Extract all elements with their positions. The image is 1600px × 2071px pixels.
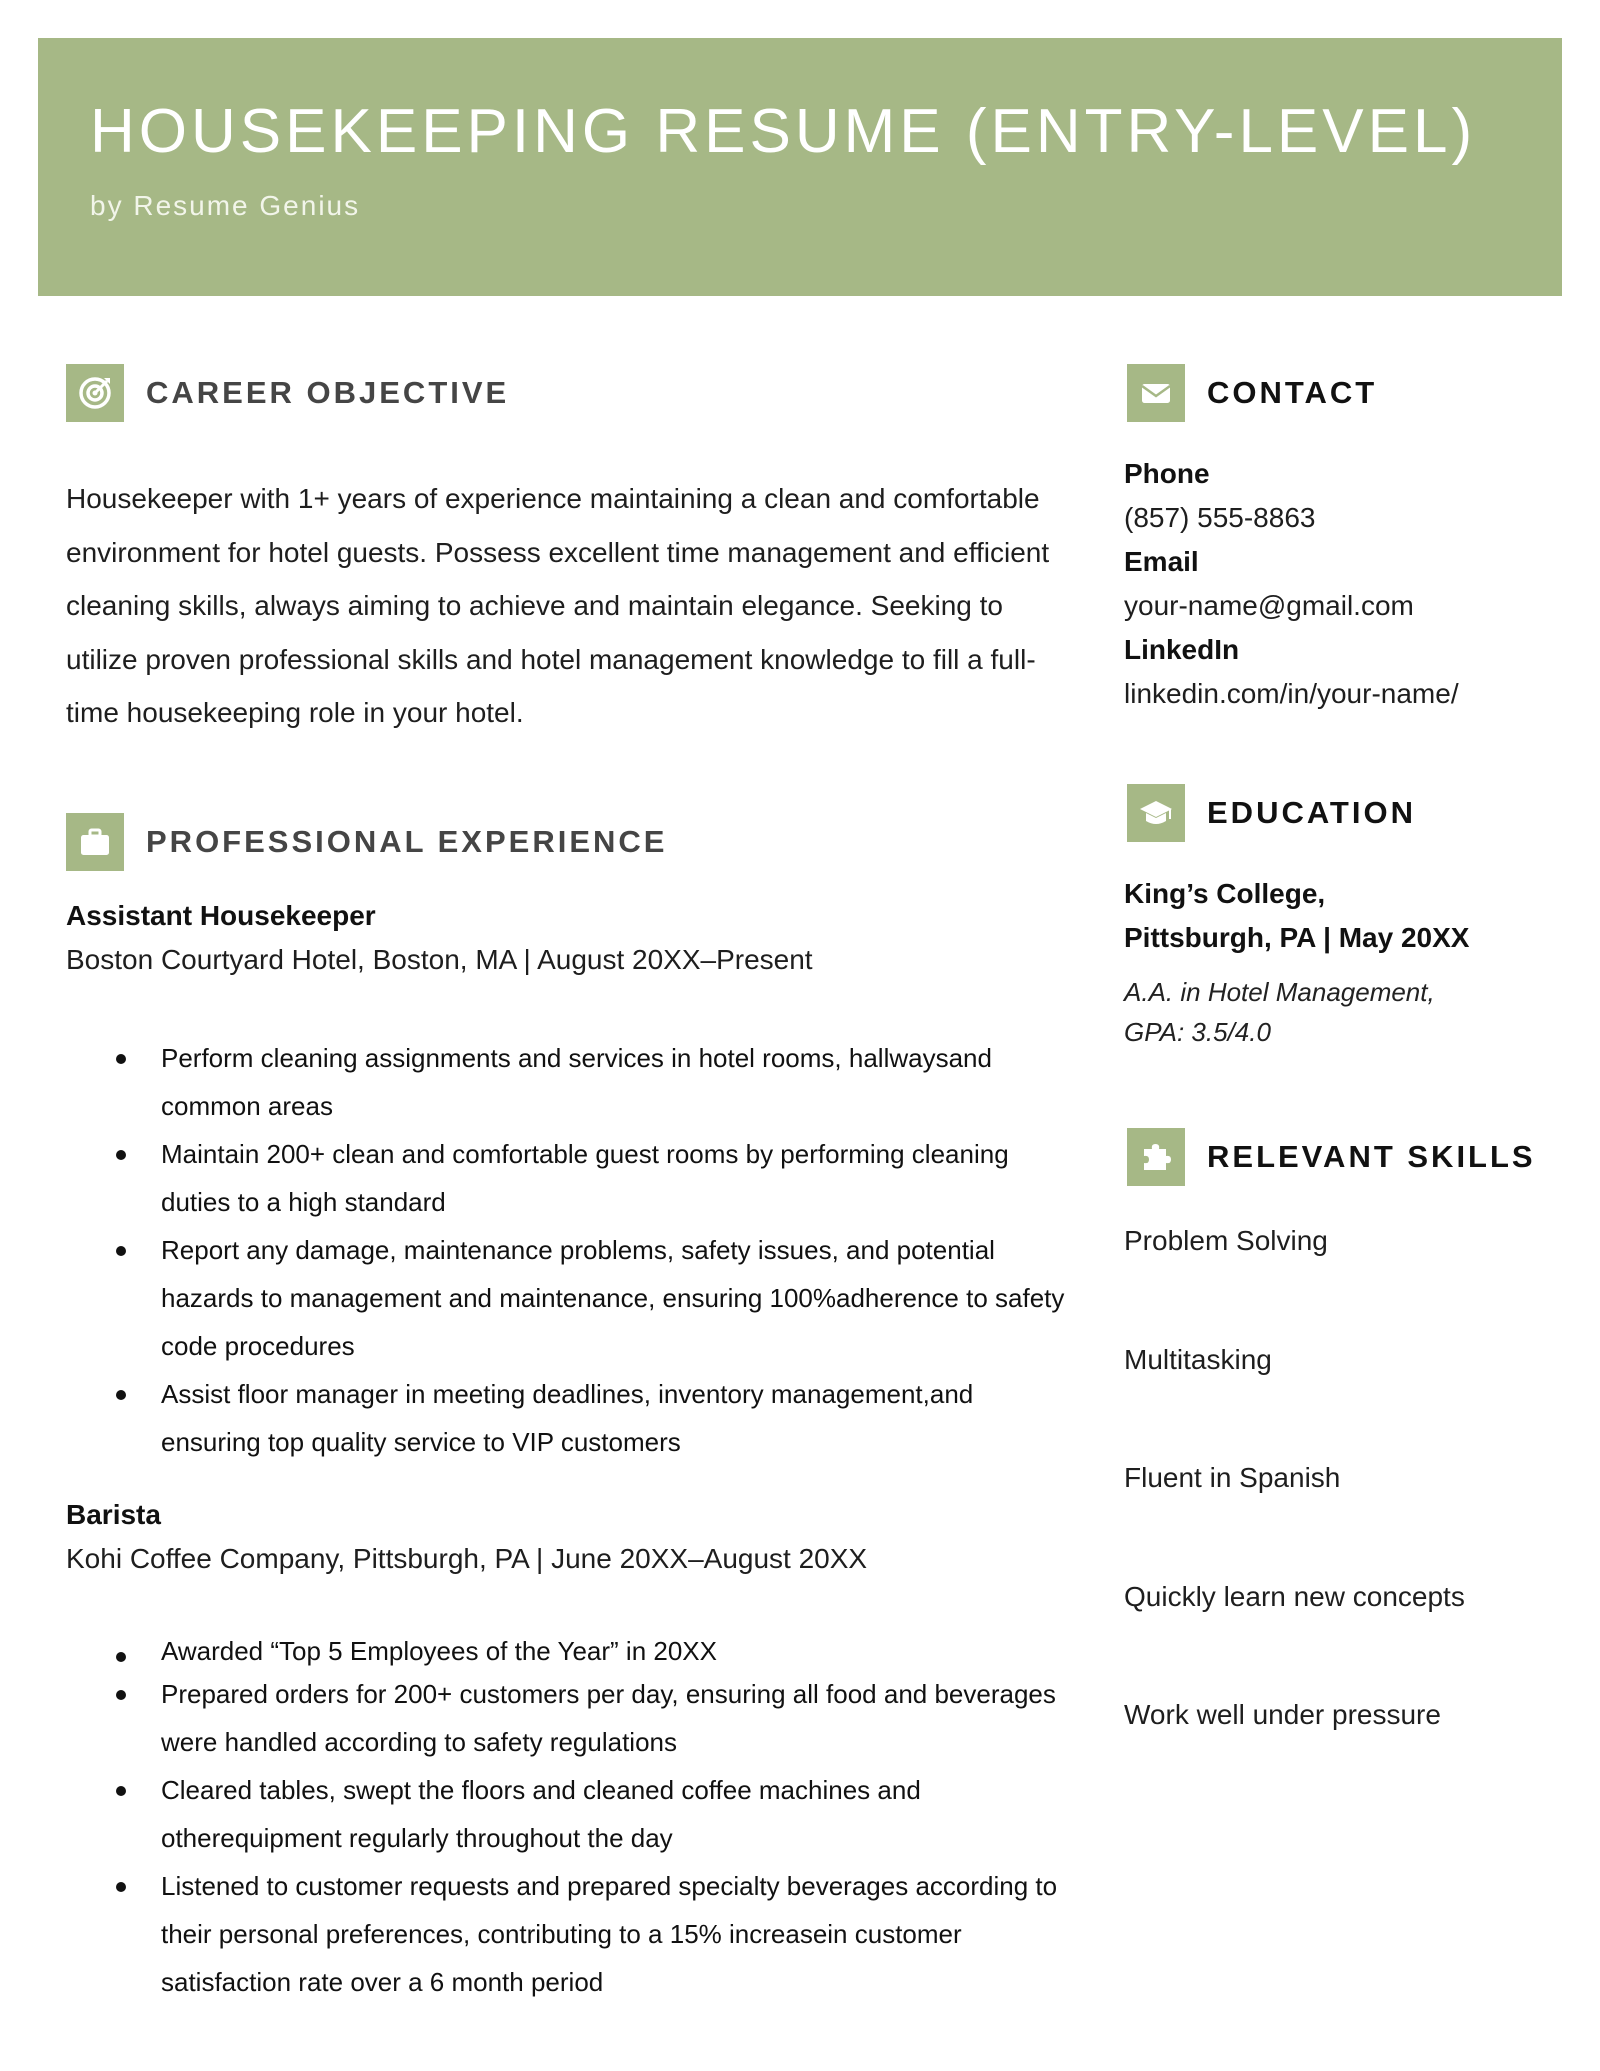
resume-title: HOUSEKEEPING RESUME (ENTRY-LEVEL) [90,97,1477,166]
job-meta: Boston Courtyard Hotel, Boston, MA | August 20XX–Present [66,944,813,975]
job-bullets [66,1632,1066,2006]
list-item: Assist floor manager in meeting deadlines, inventory management,and ensuring top quality service to VIP customers [66,1370,1066,1466]
briefcase-icon [66,813,124,871]
list-item: Perform cleaning assignments and services in hotel rooms, hallwaysand common areas [66,1034,1066,1130]
job-title: Barista [66,1499,161,1530]
envelope-icon [1127,364,1185,422]
gpa: GPA: 3.5/4.0 [1124,1017,1271,1047]
contact-header [1127,364,1377,422]
linkedin-label: LinkedIn [1124,634,1240,665]
resume-subtitle: by Resume Genius [90,190,361,221]
degree: A.A. in Hotel Management, [1124,977,1435,1007]
job-entry [66,1495,1066,1579]
list-item: Listened to customer requests and prepared specialty beverages according to their personal preferences, contributing to a 15% increasein customer satisfaction rate over a 6 month period [66,1862,1066,2006]
contact-details [1124,452,1564,716]
linkedin-value[interactable]: linkedin.com/in/your-name/ [1124,678,1459,709]
school-location-date: Pittsburgh, PA | May 20XX [1124,922,1470,953]
phone-value: (857) 555-8863 [1124,502,1316,533]
email-label: Email [1124,546,1199,577]
education-details [1124,872,1564,1052]
list-item: Quickly learn new concepts [1124,1580,1465,1612]
career-objective-title: CAREER OBJECTIVE [146,375,510,410]
list-item: Fluent in Spanish [1124,1462,1341,1493]
list-item: Cleared tables, swept the floors and cleaned coffee machines and otherequipment regularly throughout the day [66,1766,1066,1862]
skills-list [1124,1219,1465,1812]
skills-header [1127,1128,1536,1186]
school-name: King’s College, [1124,878,1326,909]
education-header [1127,784,1416,842]
phone-label: Phone [1124,458,1210,489]
header-banner [38,38,1562,296]
experience-title: PROFESSIONAL EXPERIENCE [146,824,668,859]
education-title: EDUCATION [1207,795,1416,830]
job-bullets [66,1034,1066,1466]
contact-title: CONTACT [1207,375,1378,410]
list-item: Problem Solving [1124,1225,1328,1256]
target-icon [66,364,124,422]
career-objective-text: Housekeeper with 1+ years of experience maintaining a clean and comfortable environment for hotel guests. Possess excellent time management and efficient cleaning skills, always aiming to achieve and maintain elegance. Seeking to utilize proven professional skills and hotel management knowledge to fill a full-time housekeeping role in your hotel. [66,483,1050,728]
job-entry [66,896,1066,980]
list-item: Multitasking [1124,1343,1272,1375]
list-item: Prepared orders for 200+ customers per day, ensuring all food and beverages were handled according to safety regulations [66,1670,1066,1766]
list-item: Work well under pressure [1124,1699,1441,1730]
job-meta: Kohi Coffee Company, Pittsburgh, PA | June 20XX–August 20XX [66,1543,868,1574]
list-item: Report any damage, maintenance problems, safety issues, and potential hazards to management and maintenance, ensuring 100%adherence to safety code procedures [66,1226,1066,1370]
career-objective-header [66,364,509,422]
skills-title: RELEVANT SKILLS [1207,1139,1536,1174]
email-value[interactable]: your-name@gmail.com [1124,590,1414,621]
puzzle-icon [1127,1128,1185,1186]
list-item: Awarded “Top 5 Employees of the Year” in 20XX [66,1632,1066,1670]
graduation-cap-icon [1127,784,1185,842]
job-title: Assistant Housekeeper [66,900,376,931]
experience-header [66,813,667,871]
list-item: Maintain 200+ clean and comfortable guest rooms by performing cleaning duties to a high standard [66,1130,1066,1226]
